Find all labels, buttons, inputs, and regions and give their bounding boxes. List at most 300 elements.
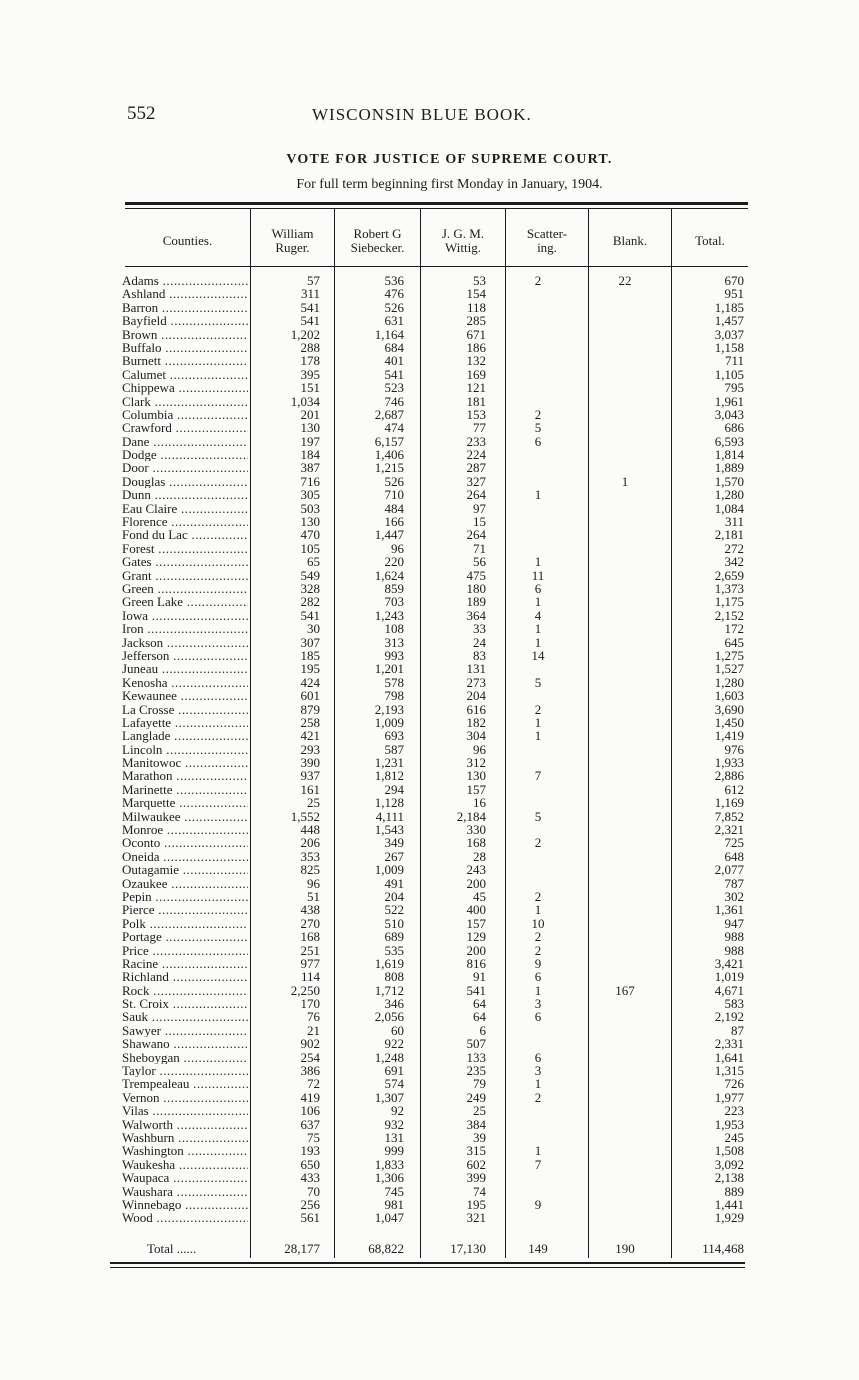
votes-ruger: 438 <box>300 902 320 918</box>
votes-total: 4,671 <box>714 982 744 998</box>
votes-siebecker: 108 <box>384 621 404 637</box>
votes-ruger: 254 <box>300 1049 320 1065</box>
votes-wittig: 315 <box>466 1143 486 1159</box>
county-name: Barron ..... <box>122 301 248 314</box>
county-name: St. Croix ..... <box>122 997 248 1010</box>
votes-ruger: 114 <box>300 969 320 985</box>
votes-scattering: 6 <box>534 1049 542 1065</box>
votes-scattering: 6 <box>534 969 542 985</box>
votes-siebecker: 131 <box>384 1130 404 1145</box>
votes-siebecker: 808 <box>384 969 404 985</box>
table-row <box>122 408 752 421</box>
votes-siebecker: 798 <box>384 688 404 704</box>
county-name: Portage ..... <box>122 930 248 943</box>
votes-total: 342 <box>724 554 744 570</box>
table-row <box>122 1198 752 1211</box>
votes-wittig: 71 <box>473 540 486 556</box>
votes-total: 1,457 <box>714 313 744 329</box>
header-total <box>672 218 748 264</box>
table-row <box>122 1131 752 1144</box>
votes-ruger: 311 <box>300 286 320 302</box>
votes-siebecker: 346 <box>384 996 404 1012</box>
votes-siebecker: 1,047 <box>374 1210 404 1226</box>
county-name: Dodge ..... <box>122 448 248 461</box>
votes-scattering: 14 <box>531 647 545 663</box>
votes-ruger: 2,250 <box>290 982 320 998</box>
votes-scattering: 2 <box>534 929 542 945</box>
county-name: Marinette ..... <box>122 783 248 796</box>
votes-wittig: 45 <box>473 888 486 904</box>
votes-total: 1,977 <box>714 1089 744 1105</box>
votes-total: 686 <box>724 420 744 436</box>
votes-wittig: 400 <box>466 902 486 918</box>
votes-siebecker: 1,128 <box>374 795 404 811</box>
table-row <box>122 1104 752 1117</box>
county-name: Trempealeau ..... <box>122 1077 248 1090</box>
votes-siebecker: 522 <box>384 902 404 918</box>
votes-scattering: 5 <box>534 420 542 436</box>
votes-ruger: 716 <box>300 473 320 489</box>
votes-total: 2,886 <box>714 768 744 784</box>
table-row <box>122 555 752 568</box>
votes-ruger: 937 <box>300 768 320 784</box>
votes-total: 1,175 <box>714 594 744 610</box>
votes-ruger: 197 <box>300 433 320 449</box>
votes-ruger: 902 <box>300 1036 320 1052</box>
votes-scattering: 1 <box>534 714 542 730</box>
table-row <box>122 903 752 916</box>
votes-ruger: 195 <box>300 661 320 677</box>
table-row <box>122 636 752 649</box>
votes-ruger: 130 <box>300 420 320 436</box>
votes-total: 1,084 <box>714 500 744 516</box>
votes-ruger: 424 <box>300 674 320 690</box>
votes-scattering: 9 <box>534 1196 542 1212</box>
votes-siebecker: 476 <box>384 286 404 302</box>
votes-siebecker: 204 <box>384 888 404 904</box>
table-row <box>122 1037 752 1050</box>
votes-ruger: 353 <box>300 848 320 864</box>
county-name: Bayfield ..... <box>122 314 248 327</box>
county-name: Lincoln ..... <box>122 743 248 756</box>
county-name: Racine ..... <box>122 957 248 970</box>
votes-siebecker: 535 <box>384 942 404 958</box>
county-name: Green Lake ..... <box>122 595 248 608</box>
votes-siebecker: 684 <box>384 339 404 355</box>
votes-total: 1,280 <box>714 487 744 503</box>
county-name: Oneida ..... <box>122 850 248 863</box>
votes-wittig: 79 <box>473 1076 486 1092</box>
votes-siebecker: 96 <box>391 540 404 556</box>
table-row <box>122 1171 752 1184</box>
votes-siebecker: 474 <box>384 420 404 436</box>
votes-wittig: 384 <box>466 1116 486 1132</box>
county-name: Marathon ..... <box>122 769 248 782</box>
total-blank: 190 <box>615 1241 635 1256</box>
votes-ruger: 421 <box>300 728 320 744</box>
county-name: Vernon ..... <box>122 1091 248 1104</box>
votes-ruger: 30 <box>307 621 320 637</box>
votes-ruger: 541 <box>300 313 320 329</box>
county-name: Lafayette ..... <box>122 716 248 729</box>
votes-total: 223 <box>724 1103 744 1119</box>
votes-scattering: 11 <box>531 567 545 583</box>
votes-blank: 22 <box>618 273 632 288</box>
votes-siebecker: 689 <box>384 929 404 945</box>
table-row <box>122 823 752 836</box>
votes-wittig: 616 <box>466 701 486 717</box>
votes-total: 670 <box>724 273 744 288</box>
table-row <box>122 1024 752 1037</box>
votes-total: 1,105 <box>714 366 744 382</box>
votes-siebecker: 691 <box>384 1063 404 1079</box>
votes-siebecker: 922 <box>384 1036 404 1052</box>
bottom-rule-thin <box>110 1267 745 1268</box>
votes-total: 1,361 <box>714 902 744 918</box>
votes-ruger: 251 <box>300 942 320 958</box>
votes-total: 1,019 <box>714 969 744 985</box>
votes-total: 1,450 <box>714 714 744 730</box>
votes-ruger: 76 <box>307 1009 320 1025</box>
votes-wittig: 56 <box>473 554 486 570</box>
table-row <box>122 381 752 394</box>
votes-siebecker: 932 <box>384 1116 404 1132</box>
votes-ruger: 390 <box>300 755 320 771</box>
county-name: Burnett ..... <box>122 354 248 367</box>
county-name: Waupaca ..... <box>122 1171 248 1184</box>
county-name: Polk ..... <box>122 917 248 930</box>
votes-siebecker: 491 <box>384 875 404 891</box>
county-name: Monroe ..... <box>122 823 248 836</box>
header-wittig-line2: Wittig. <box>445 240 481 255</box>
votes-scattering: 6 <box>534 433 542 449</box>
votes-ruger: 193 <box>300 1143 320 1159</box>
votes-scattering: 6 <box>534 580 542 596</box>
table-row <box>122 930 752 943</box>
table-row <box>122 649 752 662</box>
table-row <box>122 890 752 903</box>
votes-ruger: 96 <box>307 875 320 891</box>
votes-total: 711 <box>724 353 744 369</box>
votes-ruger: 130 <box>300 514 320 530</box>
table-row <box>122 301 752 314</box>
total-siebecker: 68,822 <box>368 1241 404 1256</box>
table-row <box>122 984 752 997</box>
votes-total: 1,527 <box>714 661 744 677</box>
top-rule-thin <box>125 208 748 209</box>
county-name: Manitowoc ..... <box>122 756 248 769</box>
votes-ruger: 288 <box>300 339 320 355</box>
county-name: Wood ..... <box>122 1211 248 1224</box>
votes-wittig: 39 <box>473 1130 486 1145</box>
votes-total: 7,852 <box>714 808 744 824</box>
votes-ruger: 51 <box>307 888 320 904</box>
votes-siebecker: 220 <box>384 554 404 570</box>
votes-total: 1,953 <box>714 1116 744 1132</box>
votes-siebecker: 1,307 <box>374 1089 404 1105</box>
votes-scattering: 2 <box>534 835 542 851</box>
table-row <box>122 1158 752 1171</box>
table-row <box>122 368 752 381</box>
table-row <box>122 395 752 408</box>
votes-siebecker: 526 <box>384 299 404 315</box>
table-row <box>122 595 752 608</box>
votes-siebecker: 981 <box>384 1196 404 1212</box>
votes-ruger: 395 <box>300 366 320 382</box>
votes-total: 1,961 <box>714 393 744 409</box>
table-title: VOTE FOR JUSTICE OF SUPREME COURT. <box>286 152 613 167</box>
votes-total: 1,419 <box>714 728 744 744</box>
header-ruger-line1: William <box>271 226 314 241</box>
header-counties <box>125 218 250 264</box>
table-subtitle: For full term beginning first Monday in January, 1904. <box>296 177 603 192</box>
votes-total: 6,593 <box>714 433 744 449</box>
votes-ruger: 650 <box>300 1156 320 1172</box>
table-row <box>122 689 752 702</box>
votes-wittig: 168 <box>466 835 486 851</box>
header-ruger <box>251 218 334 264</box>
votes-siebecker: 1,201 <box>374 661 404 677</box>
votes-siebecker: 710 <box>384 487 404 503</box>
votes-siebecker: 574 <box>384 1076 404 1092</box>
header-siebecker-line2: Siebecker. <box>350 240 405 255</box>
votes-ruger: 178 <box>300 353 320 369</box>
votes-wittig: 169 <box>466 366 486 382</box>
total-ruger: 28,177 <box>284 1241 320 1256</box>
votes-total: 988 <box>724 929 744 945</box>
table-row <box>122 783 752 796</box>
votes-total: 1,169 <box>714 795 744 811</box>
votes-total: 947 <box>724 915 744 931</box>
votes-ruger: 503 <box>300 500 320 516</box>
votes-total: 612 <box>724 781 744 797</box>
table-row <box>122 970 752 983</box>
votes-siebecker: 1,248 <box>374 1049 404 1065</box>
votes-siebecker: 267 <box>384 848 404 864</box>
votes-ruger: 879 <box>300 701 320 717</box>
table-row <box>122 810 752 823</box>
votes-ruger: 549 <box>300 567 320 583</box>
county-name: Door ..... <box>122 461 248 474</box>
votes-total: 583 <box>724 996 744 1012</box>
bottom-rule-thick <box>110 1262 745 1264</box>
votes-wittig: 91 <box>473 969 486 985</box>
votes-wittig: 181 <box>466 393 486 409</box>
votes-wittig: 327 <box>466 473 486 489</box>
county-name: Taylor ..... <box>122 1064 248 1077</box>
votes-scattering: 1 <box>534 1076 542 1092</box>
county-name: Sheboygan ..... <box>122 1051 248 1064</box>
votes-wittig: 74 <box>473 1183 486 1199</box>
table-row <box>122 850 752 863</box>
county-name: Pierce ..... <box>122 903 248 916</box>
votes-wittig: 2,184 <box>456 808 486 824</box>
county-name: Calumet ..... <box>122 368 248 381</box>
votes-total: 1,508 <box>714 1143 744 1159</box>
votes-scattering: 1 <box>534 594 542 610</box>
county-name: Dane ..... <box>122 435 248 448</box>
header-scattering <box>506 218 588 264</box>
votes-wittig: 285 <box>466 313 486 329</box>
votes-siebecker: 349 <box>384 835 404 851</box>
table-row <box>122 944 752 957</box>
votes-total: 2,077 <box>714 862 744 878</box>
votes-total: 1,929 <box>714 1210 744 1226</box>
county-name: Green ..... <box>122 582 248 595</box>
votes-scattering: 2 <box>534 1089 542 1105</box>
votes-wittig: 273 <box>466 674 486 690</box>
header-blank <box>589 218 671 264</box>
votes-wittig: 25 <box>473 1103 486 1119</box>
county-name: Washington ..... <box>122 1144 248 1157</box>
total-grand: 114,468 <box>702 1241 744 1256</box>
votes-siebecker: 1,712 <box>374 982 404 998</box>
votes-siebecker: 4,111 <box>375 808 404 824</box>
votes-siebecker: 484 <box>384 500 404 516</box>
votes-scattering: 4 <box>534 607 542 623</box>
votes-total: 889 <box>724 1183 744 1199</box>
votes-ruger: 170 <box>300 996 320 1012</box>
votes-ruger: 168 <box>300 929 320 945</box>
county-name: Langlade ..... <box>122 729 248 742</box>
votes-total: 1,158 <box>714 339 744 355</box>
votes-total: 2,321 <box>714 822 744 838</box>
votes-total: 245 <box>724 1130 744 1145</box>
votes-scattering: 1 <box>534 554 542 570</box>
total-wittig: 17,130 <box>450 1241 486 1256</box>
votes-siebecker: 166 <box>384 514 404 530</box>
county-name: Gates ..... <box>122 555 248 568</box>
county-name: Rock ..... <box>122 984 248 997</box>
table-row <box>122 1064 752 1077</box>
votes-wittig: 130 <box>466 768 486 784</box>
votes-ruger: 72 <box>307 1076 320 1092</box>
votes-siebecker: 746 <box>384 393 404 409</box>
votes-wittig: 96 <box>473 741 486 757</box>
votes-siebecker: 401 <box>384 353 404 369</box>
votes-scattering: 2 <box>534 273 542 288</box>
votes-total: 2,659 <box>714 567 744 583</box>
votes-wittig: 671 <box>466 326 486 342</box>
votes-ruger: 70 <box>307 1183 320 1199</box>
votes-total: 311 <box>724 514 744 530</box>
table-row <box>122 662 752 675</box>
votes-ruger: 185 <box>300 647 320 663</box>
votes-total: 1,889 <box>714 460 744 476</box>
table-row <box>122 756 752 769</box>
table-row <box>122 716 752 729</box>
votes-siebecker: 536 <box>384 273 404 288</box>
table-row <box>122 1010 752 1023</box>
votes-siebecker: 587 <box>384 741 404 757</box>
votes-siebecker: 1,009 <box>374 714 404 730</box>
header-wittig <box>421 218 505 264</box>
county-name: Pepin ..... <box>122 890 248 903</box>
votes-siebecker: 1,624 <box>374 567 404 583</box>
votes-siebecker: 1,833 <box>374 1156 404 1172</box>
votes-blank: 167 <box>615 982 635 998</box>
votes-siebecker: 578 <box>384 674 404 690</box>
votes-siebecker: 999 <box>384 1143 404 1159</box>
votes-ruger: 328 <box>300 580 320 596</box>
table-row <box>122 461 752 474</box>
votes-total: 726 <box>724 1076 744 1092</box>
votes-wittig: 200 <box>466 875 486 891</box>
table-row <box>122 997 752 1010</box>
votes-siebecker: 92 <box>391 1103 404 1119</box>
votes-siebecker: 1,812 <box>374 768 404 784</box>
votes-total: 1,441 <box>714 1196 744 1212</box>
votes-ruger: 57 <box>307 273 320 288</box>
votes-wittig: 28 <box>473 848 486 864</box>
table-row <box>122 569 752 582</box>
county-name: Ashland ..... <box>122 287 248 300</box>
votes-ruger: 206 <box>300 835 320 851</box>
votes-scattering: 1 <box>534 728 542 744</box>
county-name: Waukesha ..... <box>122 1158 248 1171</box>
votes-scattering: 2 <box>534 942 542 958</box>
votes-total: 1,603 <box>714 688 744 704</box>
votes-ruger: 161 <box>300 781 320 797</box>
table-row <box>122 863 752 876</box>
votes-wittig: 249 <box>466 1089 486 1105</box>
county-name: Dunn ..... <box>122 488 248 501</box>
county-name: Oconto ..... <box>122 836 248 849</box>
header-counties-label: Counties. <box>162 233 213 248</box>
county-name: Jackson ..... <box>122 636 248 649</box>
votes-total: 272 <box>724 540 744 556</box>
county-name: Kewaunee ..... <box>122 689 248 702</box>
county-name: Washburn ..... <box>122 1131 248 1144</box>
votes-siebecker: 2,056 <box>374 1009 404 1025</box>
county-name: Forest ..... <box>122 542 248 555</box>
table-row <box>122 1051 752 1064</box>
table-row <box>122 609 752 622</box>
votes-total: 302 <box>724 888 744 904</box>
county-name: Winnebago ..... <box>122 1198 248 1211</box>
votes-total: 3,421 <box>714 955 744 971</box>
votes-total: 1,275 <box>714 647 744 663</box>
county-name: Jefferson ..... <box>122 649 248 662</box>
table-row <box>122 421 752 434</box>
votes-scattering: 1 <box>534 487 542 503</box>
table-row <box>122 542 752 555</box>
votes-wittig: 121 <box>466 380 486 396</box>
table-row <box>122 1144 752 1157</box>
table-row <box>122 729 752 742</box>
votes-ruger: 258 <box>300 714 320 730</box>
table-row <box>122 622 752 635</box>
table-row <box>122 1091 752 1104</box>
table-row <box>122 287 752 300</box>
county-name: Kenosha ..... <box>122 676 248 689</box>
header-blank-label: Blank. <box>612 233 648 248</box>
table-row <box>122 502 752 515</box>
votes-wittig: 6 <box>479 1022 486 1038</box>
votes-ruger: 433 <box>300 1170 320 1186</box>
table-row <box>122 877 752 890</box>
votes-total: 1,814 <box>714 447 744 463</box>
header-siebecker <box>335 218 420 264</box>
votes-siebecker: 1,543 <box>374 822 404 838</box>
table-row <box>122 676 752 689</box>
county-name: Chippewa ..... <box>122 381 248 394</box>
header-wittig-line1: J. G. M. <box>441 226 485 241</box>
votes-blank: 1 <box>621 473 629 489</box>
votes-ruger: 25 <box>307 795 320 811</box>
votes-ruger: 448 <box>300 822 320 838</box>
votes-wittig: 233 <box>466 433 486 449</box>
